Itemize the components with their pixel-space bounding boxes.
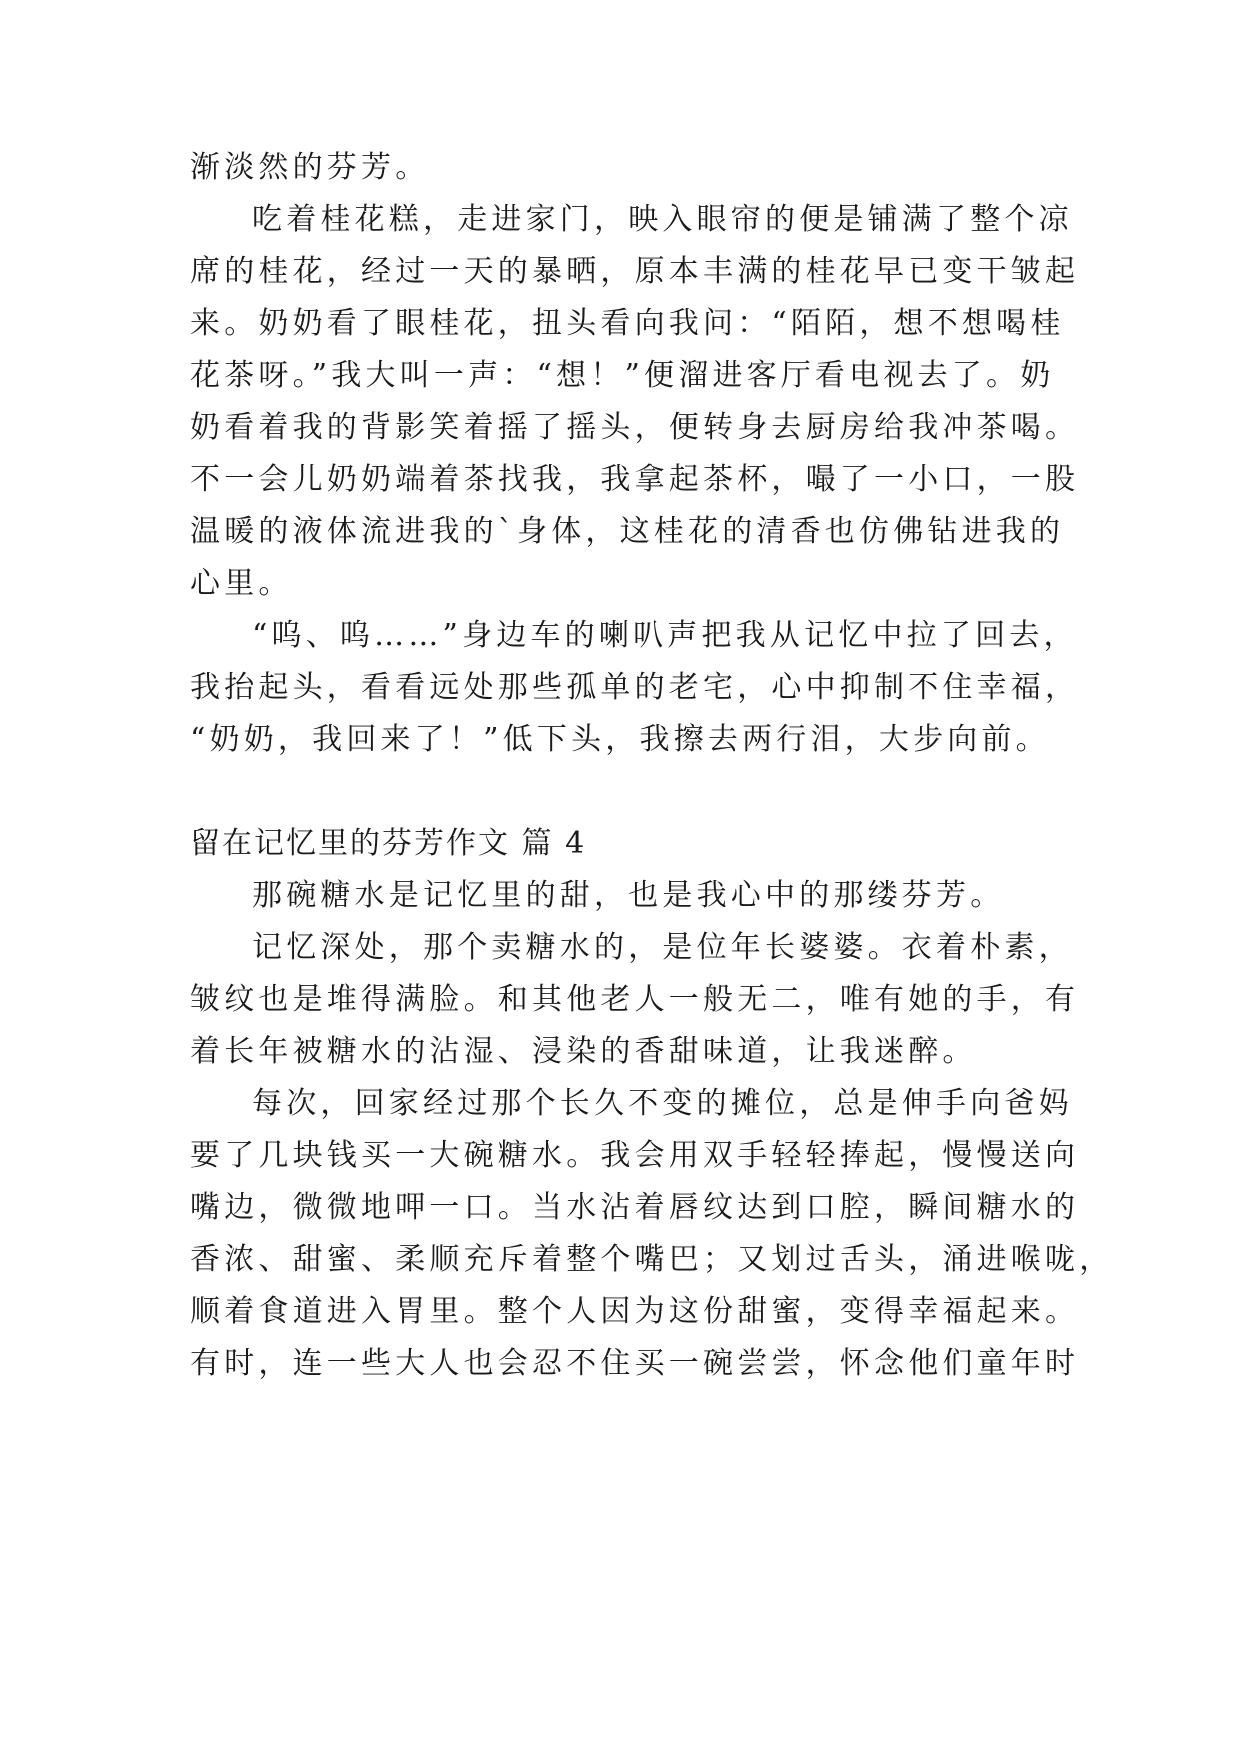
paragraph-line: 不一会儿奶奶端着茶找我，我拿起茶杯，嘬了一小口，一股 [190, 462, 1080, 497]
paragraph-line: 皱纹也是堆得满脸。和其他老人一般无二，唯有她的手，有 [190, 982, 1080, 1017]
paragraph-line: 渐淡然的芬芳。 [190, 150, 430, 185]
paragraph-line: 温暖的液体流进我的`身体，这桂花的清香也仿佛钻进我的 [190, 514, 1065, 549]
paragraph-line: 要了几块钱买一大碗糖水。我会用双手轻轻捧起，慢慢送向 [190, 1138, 1080, 1173]
paragraph-line: 记忆深处，那个卖糖水的，是位年长婆婆。衣着朴素， [252, 930, 1073, 965]
paragraph-line: 我抬起头，看看远处那些孤单的老宅，心中抑制不住幸福， [190, 670, 1080, 705]
paragraph-line: 香浓、甜蜜、柔顺充斥着整个嘴巴；又划过舌头，涌进喉咙， [190, 1242, 1114, 1277]
paragraph-line: 着长年被糖水的沾湿、浸染的香甜味道，让我迷醉。 [190, 1034, 977, 1069]
paragraph-line: 嘴边，微微地呷一口。当水沾着唇纹达到口腔，瞬间糖水的 [190, 1190, 1080, 1225]
paragraph-line: 顺着食道进入胃里。整个人因为这份甜蜜，变得幸福起来。 [190, 1294, 1080, 1329]
paragraph-line: 来。奶奶看了眼桂花，扭头看向我问：“陌陌，想不想喝桂 [190, 306, 1065, 341]
paragraph-line: 奶看着我的背影笑着摇了摇头，便转身去厨房给我冲茶喝。 [190, 410, 1080, 445]
paragraph-line: 有时，连一些大人也会忍不住买一碗尝尝，怀念他们童年时 [190, 1346, 1080, 1381]
paragraph-line: 花茶呀。”我大叫一声：“想！”便溜进客厅看电视去了。奶 [190, 358, 1055, 393]
paragraph-line: “奶奶，我回来了！”低下头，我擦去两行泪，大步向前。 [190, 722, 1050, 757]
paragraph-line: 那碗糖水是记忆里的甜，也是我心中的那缕芬芳。 [252, 878, 1005, 913]
paragraph-line: 吃着桂花糕，走进家门，映入眼帘的便是铺满了整个凉 [252, 202, 1073, 237]
paragraph-line: “呜、呜……”身边车的喇叭声把我从记忆中拉了回去， [252, 618, 1078, 653]
paragraph-line: 每次，回家经过那个长久不变的摊位，总是伸手向爸妈 [252, 1086, 1073, 1121]
paragraph-line: 心里。 [190, 566, 293, 601]
paragraph-line: 席的桂花，经过一天的暴晒，原本丰满的桂花早已变干皱起 [190, 254, 1080, 289]
section-heading: 留在记忆里的芬芳作文 篇 4 [190, 826, 587, 861]
